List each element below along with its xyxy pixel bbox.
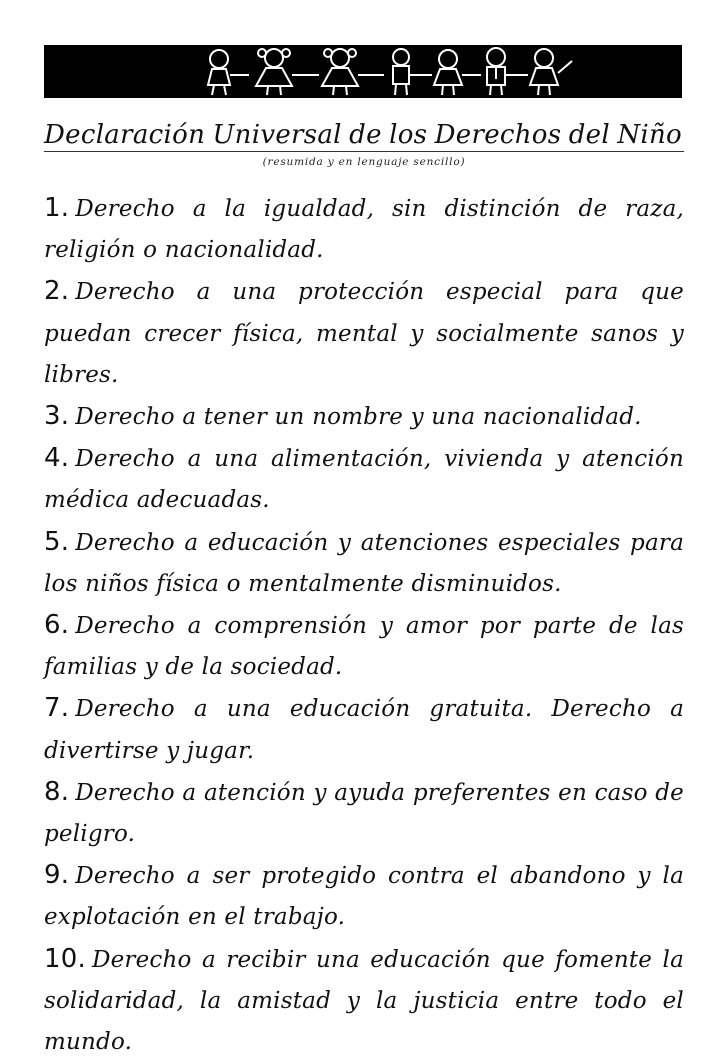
right-number: 3. bbox=[44, 401, 70, 432]
title-word: de bbox=[349, 120, 382, 150]
right-item bbox=[44, 188, 684, 271]
title-word: los bbox=[389, 120, 428, 150]
right-number: 5. bbox=[44, 526, 70, 557]
title-word: Declaración bbox=[44, 120, 206, 150]
right-item bbox=[44, 438, 684, 521]
right-number: 2. bbox=[44, 276, 70, 307]
right-text: Derecho a comprensión y amor por parte de las familias y de la sociedad. bbox=[44, 613, 684, 681]
right-item bbox=[44, 688, 684, 771]
right-number: 10. bbox=[44, 943, 86, 974]
right-item bbox=[44, 522, 684, 605]
title-divider bbox=[44, 151, 684, 152]
title-word: Niño bbox=[617, 120, 682, 150]
right-text: Derecho a una protección especial para que puedan crecer física, mental y socialmente sanos y libres. bbox=[44, 279, 684, 388]
right-number: 1. bbox=[44, 193, 70, 223]
right-text: Derecho a recibir una educación que fomente la solidaridad, la amistad y la justicia entre todo el mundo. bbox=[44, 946, 684, 1056]
right-text: Derecho a atención y ayuda preferentes en caso de peligro. bbox=[44, 779, 684, 848]
title-word: Universal bbox=[212, 120, 342, 150]
right-text: Derecho a tener un nombre y una nacionalidad. bbox=[75, 404, 642, 431]
document-title bbox=[44, 110, 682, 150]
header-banner bbox=[44, 45, 682, 98]
right-text: Derecho a educación y atenciones especiales para los niños física o mentalmente disminuidos. bbox=[44, 529, 684, 597]
right-item bbox=[44, 271, 684, 396]
right-number: 8. bbox=[44, 776, 70, 807]
right-item bbox=[44, 605, 684, 688]
rights-list bbox=[44, 188, 684, 1063]
right-number: 6. bbox=[44, 610, 70, 641]
document-subtitle: (resumida y en lenguaje sencillo) bbox=[262, 156, 466, 168]
right-number: 4. bbox=[44, 443, 70, 474]
right-text: Derecho a una alimentación, vivienda y atención médica adecuadas. bbox=[44, 446, 684, 514]
right-item bbox=[44, 939, 684, 1063]
right-item bbox=[44, 855, 684, 938]
title-word: Derechos bbox=[434, 120, 562, 150]
right-text: Derecho a la igualdad, sin distinción de raza, religión o nacionalidad. bbox=[44, 196, 684, 264]
children-holding-hands-icon bbox=[44, 45, 682, 98]
right-text: Derecho a una educación gratuita. Derecho a divertirse y jugar. bbox=[44, 696, 684, 764]
right-item bbox=[44, 772, 684, 855]
title-word: del bbox=[568, 120, 610, 150]
right-item bbox=[44, 396, 684, 438]
right-number: 7. bbox=[44, 693, 70, 724]
right-text: Derecho a ser protegido contra el abandono y la explotación en el trabajo. bbox=[44, 863, 684, 931]
right-number: 9. bbox=[44, 860, 70, 891]
